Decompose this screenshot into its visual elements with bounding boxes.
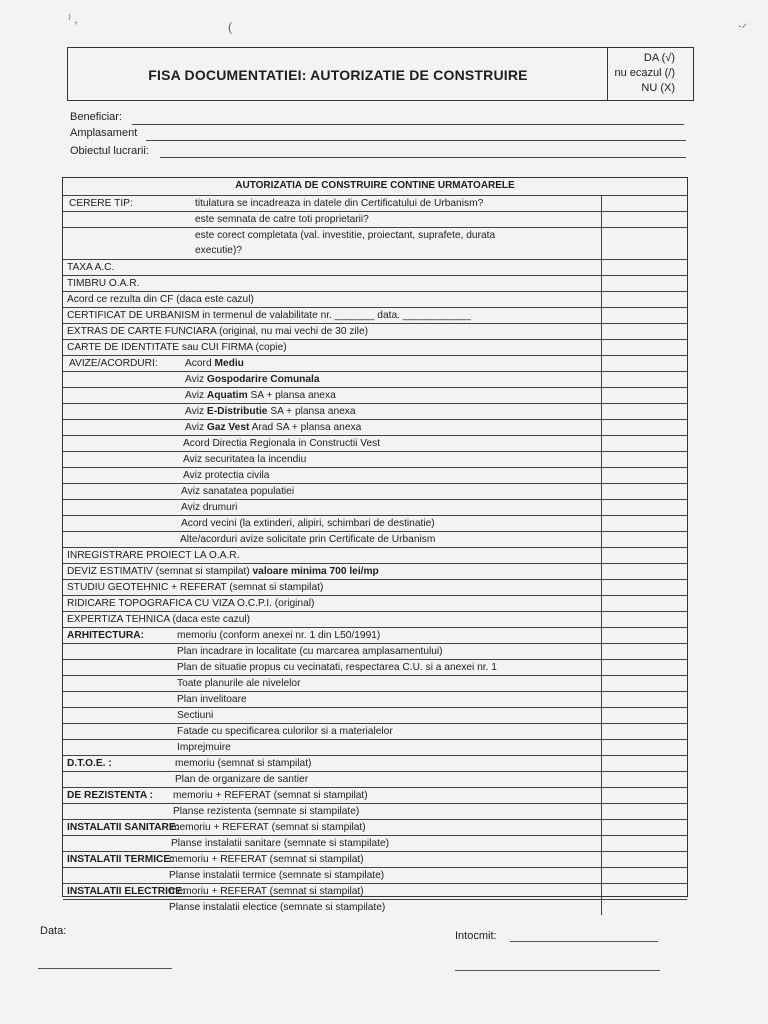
scan-mark: ⁾ , <box>68 12 78 26</box>
check-cell[interactable] <box>601 724 687 739</box>
check-cell[interactable] <box>601 404 687 419</box>
table-row <box>63 659 687 675</box>
check-cell[interactable] <box>601 292 687 307</box>
field-obiectul-line[interactable] <box>160 157 686 158</box>
table-row <box>63 195 687 211</box>
check-cell[interactable] <box>601 372 687 387</box>
section-item: Plan invelitoare <box>177 694 247 705</box>
section-item: Plan de organizare de santier <box>175 774 309 785</box>
footer-intocmit-label: Intocmit: <box>455 930 497 942</box>
table-row <box>63 627 687 643</box>
text: EXPERTIZA TEHNICA (daca este cazul) <box>67 614 251 625</box>
text: SA + plansa anexa <box>247 390 336 401</box>
section-item: memoriu (semnat si stampilat) <box>175 758 312 769</box>
field-beneficiar-label: Beneficiar: <box>70 111 122 123</box>
aviz-item <box>181 517 435 531</box>
table-row <box>63 499 687 515</box>
check-cell[interactable] <box>601 484 687 499</box>
field-obiectul-label: Obiectul lucrarii: <box>70 145 149 157</box>
table-row <box>63 403 687 419</box>
table-row <box>63 771 687 787</box>
check-cell[interactable] <box>601 340 687 355</box>
section-item: Planse instalatii termice (semnate si stampilate) <box>169 870 385 881</box>
table-row <box>63 723 687 739</box>
check-cell[interactable] <box>601 852 687 867</box>
check-cell[interactable] <box>601 580 687 595</box>
section-label: ARHITECTURA: <box>67 630 144 641</box>
table-row <box>63 899 687 915</box>
text: Aviz <box>185 374 207 385</box>
aviz-item <box>183 437 380 451</box>
checklist-table <box>62 177 688 913</box>
check-cell[interactable] <box>601 548 687 563</box>
check-cell[interactable] <box>601 420 687 435</box>
text: RIDICARE TOPOGRAFICA CU VIZA O.C.P.I. (original) <box>67 598 315 609</box>
check-cell[interactable] <box>601 836 687 851</box>
row-text: Acord ce rezulta din CF (daca este cazul) <box>67 294 254 305</box>
avize-label: AVIZE/ACORDURI: <box>69 358 158 369</box>
check-cell[interactable] <box>601 436 687 451</box>
section-item: memoriu (conform anexei nr. 1 din L50/1991) <box>177 630 381 641</box>
table-row <box>63 275 687 291</box>
section-item: Sectiuni <box>177 710 214 721</box>
section-item: Plan incadrare in localitate (cu marcarea amplasamentului) <box>177 646 443 657</box>
check-cell[interactable] <box>601 820 687 835</box>
cerere-item: este semnata de catre toti proprietarii? <box>195 214 369 225</box>
section-label: DE REZISTENTA : <box>67 790 154 801</box>
check-cell[interactable] <box>601 628 687 643</box>
check-cell[interactable] <box>601 884 687 899</box>
check-cell[interactable] <box>601 468 687 483</box>
check-cell[interactable] <box>601 692 687 707</box>
table-row <box>63 339 687 355</box>
table-row <box>63 435 687 451</box>
table-row <box>63 323 687 339</box>
check-cell[interactable] <box>601 740 687 755</box>
section-item: Planse rezistenta (semnate si stampilate) <box>173 806 360 817</box>
check-cell[interactable] <box>601 564 687 579</box>
check-column-divider <box>601 195 602 915</box>
data-signature-line[interactable] <box>38 968 172 969</box>
text: SA + plansa anexa <box>267 406 356 417</box>
bold-text: valoare minima 700 lei/mp <box>252 566 379 577</box>
table-row <box>63 883 687 899</box>
section-item: memoriu + REFERAT (semnat si stampilat) <box>169 886 364 897</box>
check-cell[interactable] <box>601 660 687 675</box>
text: Aviz <box>185 422 207 433</box>
section-item: memoriu + REFERAT (semnat si stampilat) <box>169 854 364 865</box>
text: Arad SA + plansa anexa <box>249 422 362 433</box>
aviz-item <box>185 373 320 387</box>
section-item: Planse instalatii electice (semnate si stampilate) <box>169 902 386 913</box>
check-cell[interactable] <box>601 500 687 515</box>
row-text <box>67 565 379 579</box>
table-row <box>63 467 687 483</box>
footer-data-label: Data: <box>40 925 67 937</box>
bold-text: Mediu <box>214 358 244 369</box>
text: Alte/acorduri avize solicitate prin Certificate de Urbanism <box>180 534 436 545</box>
table-row <box>63 259 687 275</box>
cerere-item: este corect completata (val. investitie, proiectant, suprafete, durata <box>195 230 496 241</box>
check-cell[interactable] <box>601 276 687 291</box>
table-row <box>63 707 687 723</box>
table-row <box>63 691 687 707</box>
table-row <box>63 755 687 771</box>
header-box <box>67 47 694 101</box>
field-beneficiar-line[interactable] <box>132 124 684 125</box>
bold-text: Gospodarire Comunala <box>206 374 320 385</box>
table-row <box>63 595 687 611</box>
section-item: memoriu + REFERAT (semnat si stampilat) <box>173 790 368 801</box>
check-cell[interactable] <box>601 532 687 547</box>
text: Aviz <box>185 390 207 401</box>
text: Aviz securitatea la incendiu <box>183 454 307 465</box>
section-item: Planse instalatii sanitare (semnate si stampilate) <box>171 838 389 849</box>
check-cell[interactable] <box>601 228 687 259</box>
aviz-item <box>185 405 356 419</box>
table-row <box>63 579 687 595</box>
check-cell[interactable] <box>601 676 687 691</box>
check-cell[interactable] <box>601 708 687 723</box>
bold-text: E-Distributie <box>206 406 268 417</box>
aviz-item <box>183 469 269 483</box>
aviz-item <box>181 485 294 499</box>
check-cell[interactable] <box>601 612 687 627</box>
row-text: CARTE DE IDENTITATE sau CUI FIRMA (copie) <box>67 342 287 353</box>
table-row <box>63 819 687 835</box>
table-row <box>63 547 687 563</box>
row-text: TIMBRU O.A.R. <box>67 278 140 289</box>
table-row <box>63 643 687 659</box>
check-cell[interactable] <box>601 196 687 211</box>
check-cell[interactable] <box>601 388 687 403</box>
aviz-item <box>185 389 336 403</box>
table-row <box>63 611 687 627</box>
scan-mark: .⸝ <box>738 16 748 30</box>
text: Aviz protectia civila <box>183 470 270 481</box>
check-cell[interactable] <box>601 644 687 659</box>
section-item: Plan de situatie propus cu vecinatati, respectarea C.U. si a anexei nr. 1 <box>177 662 497 673</box>
aviz-item <box>180 533 435 547</box>
table-row <box>63 211 687 227</box>
intocmit-line[interactable] <box>510 941 658 942</box>
table-row <box>63 563 687 579</box>
text: Aviz sanatatea populatiei <box>181 486 295 497</box>
check-cell[interactable] <box>601 900 687 915</box>
row-text: EXTRAS DE CARTE FUNCIARA (original, nu mai vechi de 30 zile) <box>67 326 369 337</box>
check-cell[interactable] <box>601 868 687 883</box>
table-row <box>63 307 687 323</box>
check-cell[interactable] <box>601 756 687 771</box>
legend-no: NU (X) <box>641 82 675 94</box>
aviz-item <box>185 421 361 435</box>
aviz-item <box>185 357 244 371</box>
field-amplasament-line[interactable] <box>146 140 686 141</box>
table-row <box>63 803 687 819</box>
table-row <box>63 451 687 467</box>
text: Acord vecini (la extinderi, alipiri, schimbari de destinatie) <box>181 518 435 529</box>
check-cell[interactable] <box>601 804 687 819</box>
text: INREGISTRARE PROIECT LA O.A.R. <box>67 550 240 561</box>
section-item: memoriu + REFERAT (semnat si stampilat) <box>171 822 366 833</box>
text: Aviz <box>185 406 207 417</box>
row-text <box>67 597 314 611</box>
section-item: Toate planurile ale nivelelor <box>177 678 301 689</box>
text: DEVIZ ESTIMATIV (semnat si stampilat) <box>67 566 253 577</box>
cerere-item: executie)? <box>195 245 243 256</box>
row-text: TAXA A.C. <box>67 262 115 273</box>
row-text: CERTIFICAT DE URBANISM in termenul de valabilitate nr. _______ data. ____________ <box>67 310 471 321</box>
row-text <box>67 613 250 627</box>
row-text <box>67 581 323 595</box>
table-row <box>63 867 687 883</box>
section-item: Imprejmuire <box>177 742 231 753</box>
cerere-label: CERERE TIP: <box>69 198 133 209</box>
table-row <box>63 739 687 755</box>
bold-text: Gaz Vest <box>206 422 250 433</box>
row-text <box>67 549 239 563</box>
legend-na: nu ecazul (/) <box>614 67 675 79</box>
check-cell[interactable] <box>601 260 687 275</box>
aviz-item <box>183 453 306 467</box>
table-row <box>63 419 687 435</box>
field-amplasament-label: Amplasament <box>70 127 138 139</box>
check-cell[interactable] <box>601 788 687 803</box>
table-row <box>63 387 687 403</box>
aviz-item <box>181 501 237 515</box>
text: STUDIU GEOTEHNIC + REFERAT (semnat si stampilat) <box>67 582 324 593</box>
legend <box>609 51 693 96</box>
section-label: INSTALATII TERMICE: <box>67 854 174 865</box>
table-row <box>63 291 687 307</box>
section-label: INSTALATII ELECTRICE: <box>67 886 186 897</box>
page-title: FISA DOCUMENTATIEI: AUTORIZATIE DE CONSTRUIRE <box>148 67 528 83</box>
bold-text: Aquatim <box>206 390 248 401</box>
check-cell[interactable] <box>601 516 687 531</box>
table-row <box>63 675 687 691</box>
table-row <box>63 835 687 851</box>
check-cell[interactable] <box>601 324 687 339</box>
check-cell[interactable] <box>601 356 687 371</box>
intocmit-signature-line[interactable] <box>455 970 660 971</box>
text: Acord <box>185 358 215 369</box>
check-cell[interactable] <box>601 452 687 467</box>
check-cell[interactable] <box>601 308 687 323</box>
table-row <box>63 371 687 387</box>
section-label: INSTALATII SANITARE: <box>67 822 180 833</box>
table-row <box>63 515 687 531</box>
table-row <box>63 227 687 259</box>
header-divider <box>607 48 608 100</box>
table-row <box>63 483 687 499</box>
text: Acord Directia Regionala in Constructii Vest <box>183 438 381 449</box>
table-row <box>63 787 687 803</box>
legend-yes: DA (√) <box>643 52 675 64</box>
table-row <box>63 531 687 547</box>
table-row <box>63 851 687 867</box>
cerere-item: titulatura se incadreaza in datele din Certificatului de Urbanism? <box>195 198 484 209</box>
check-cell[interactable] <box>601 772 687 787</box>
table-row <box>63 355 687 371</box>
section-item: Fatade cu specificarea culorilor si a materialelor <box>177 726 393 737</box>
check-cell[interactable] <box>601 596 687 611</box>
section-label: D.T.O.E. : <box>67 758 112 769</box>
text: Aviz drumuri <box>181 502 238 513</box>
table-title: AUTORIZATIA DE CONSTRUIRE CONTINE URMATOARELE <box>235 180 515 191</box>
scan-mark: ( <box>228 20 232 34</box>
check-cell[interactable] <box>601 212 687 227</box>
